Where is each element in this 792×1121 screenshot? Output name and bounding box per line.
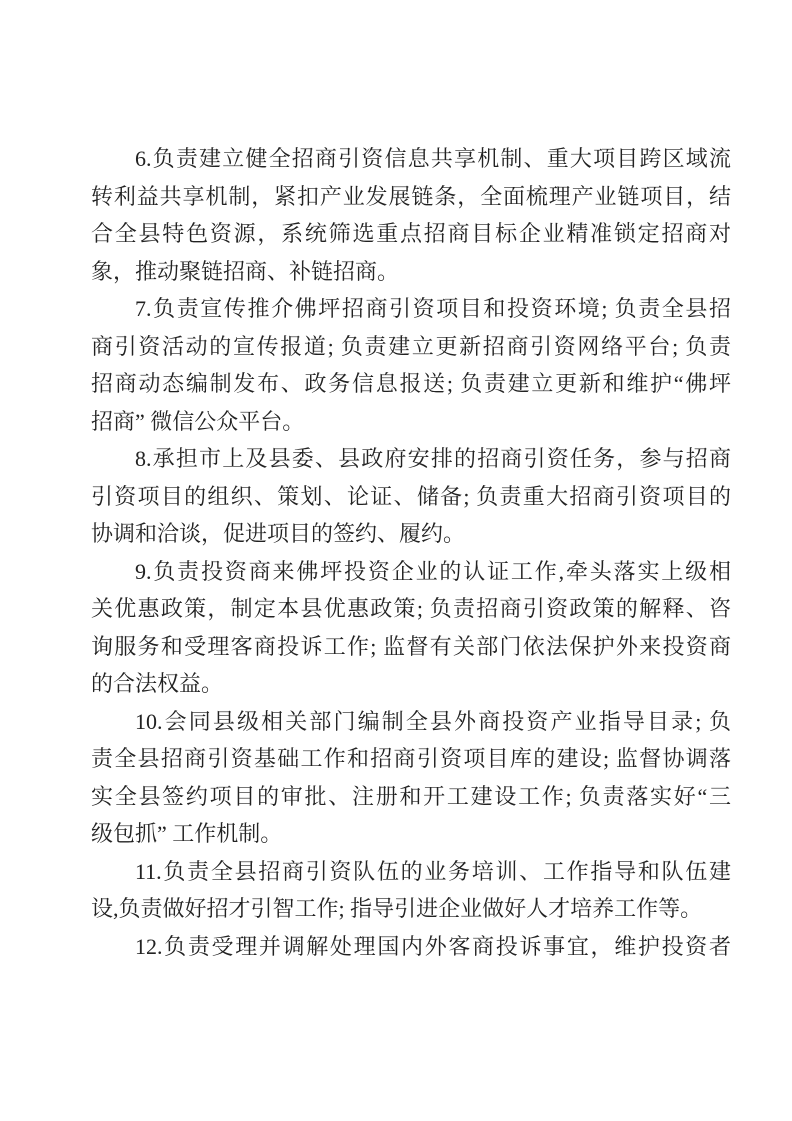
text-line: 象，推动聚链招商、补链招商。 [91,258,400,284]
paragraph-item-6 [91,140,731,290]
document-body [91,140,731,965]
paragraph-item-10 [91,703,731,853]
text-line: 商引资活动的宣传报道; 负责建立更新招商引资网络平台; 负责 [91,333,731,359]
text-line: 询服务和受理客商投诉工作; 监督有关部门依法保护外来投资商 [91,633,731,659]
paragraph-item-7 [91,290,731,440]
text-line: 8.承担市上及县委、县政府安排的招商引资任务，参与招商 [135,446,731,471]
paragraph-item-8 [91,440,731,553]
text-line: 关优惠政策，制定本县优惠政策; 负责招商引资政策的解释、咨 [91,596,731,621]
text-line: 合全县特色资源，系统筛选重点招商目标企业精准锁定招商对 [91,221,731,246]
text-line: 9.负责投资商来佛坪投资企业的认证工作,牵头落实上级相 [135,558,731,584]
text-line: 协调和洽谈，促进项目的签约、履约。 [91,521,466,546]
paragraph-item-11 [91,853,731,928]
paragraph-item-9 [91,553,731,703]
text-line: 的合法权益。 [91,671,224,696]
text-line: 级包抓” 工作机制。 [91,821,283,846]
text-line: 10.会同县级相关部门编制全县外商投资产业指导目录; 负 [135,708,731,734]
text-line: 招商动态编制发布、政务信息报送; 负责建立更新和维护“佛坪 [91,371,731,396]
text-line: 11.负责全县招商引资队伍的业务培训、工作指导和队伍建 [135,858,731,884]
text-line: 转利益共享机制，紧扣产业发展链条，全面梳理产业链项目，结 [91,183,731,209]
text-line: 引资项目的组织、策划、论证、储备; 负责重大招商引资项目的 [91,483,731,509]
text-line: 责全县招商引资基础工作和招商引资项目库的建设; 监督协调落 [91,746,731,771]
text-line: 招商” 微信公众平台。 [91,408,305,434]
text-line: 12.负责受理并调解处理国内外客商投诉事宜，维护投资者 [135,933,731,959]
text-line: 7.负责宣传推介佛坪招商引资项目和投资环境; 负责全县招 [135,296,731,321]
text-line: 设,负责做好招才引智工作; 指导引进企业做好人才培养工作等。 [91,896,703,921]
paragraph-item-12 [91,928,731,966]
text-line: 6.负责建立健全招商引资信息共享机制、重大项目跨区域流 [135,146,731,171]
text-line: 实全县签约项目的审批、注册和开工建设工作; 负责落实好“三 [91,783,731,809]
